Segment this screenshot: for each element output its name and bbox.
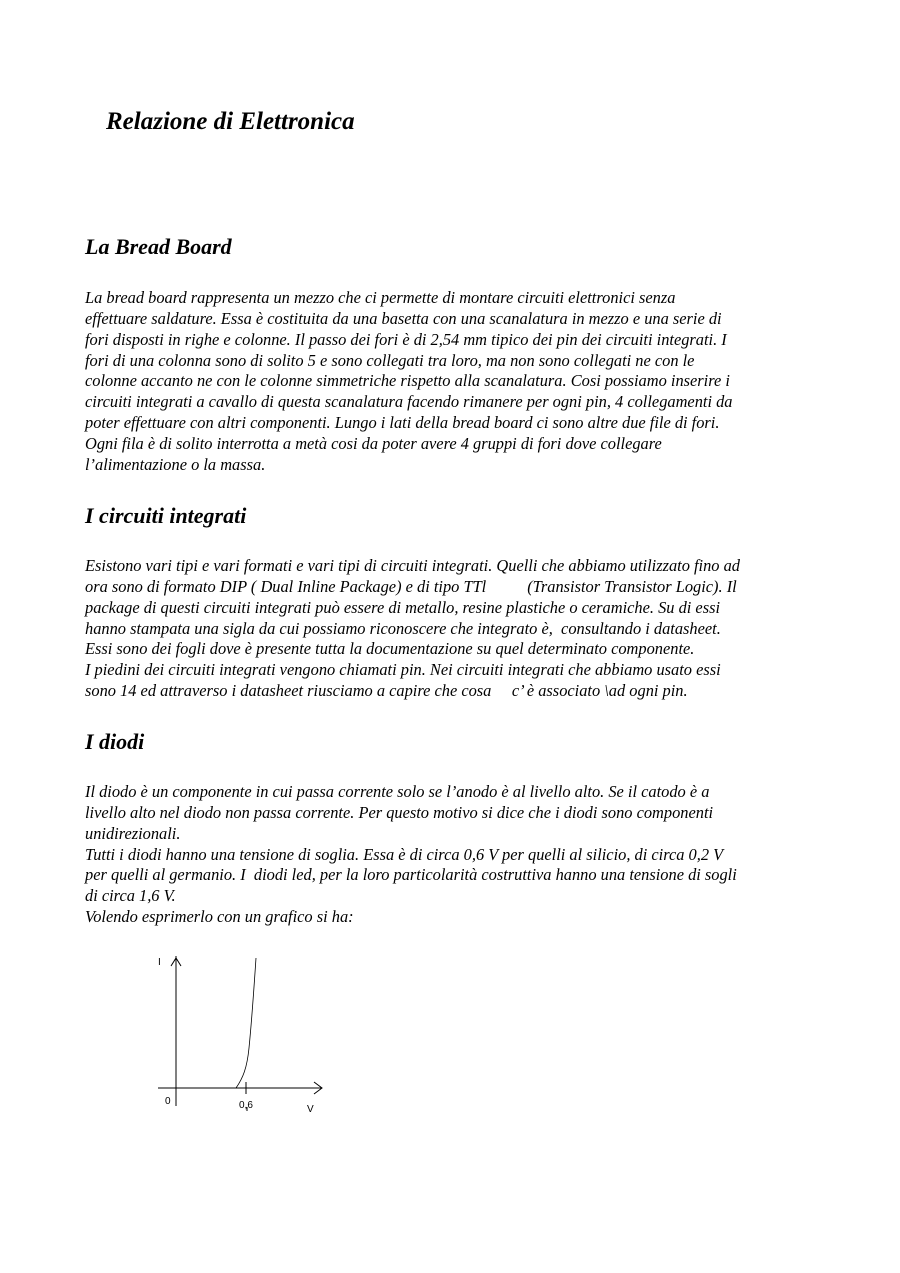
section-heading-diodi: I diodi	[85, 729, 145, 754]
paragraph-bread-board	[85, 288, 825, 476]
text-line: livello alto nel diodo non passa corrente. Per questo motivo si dice che i diodi sono componenti	[85, 802, 714, 822]
text-line: Esistono vari tipi e vari formati e vari tipi di circuiti integrati. Quelli che abbiamo utilizzato fino ad	[85, 556, 740, 575]
text-line: Essi sono dei fogli dove è presente tutta la documentazione su quel determinato componente.	[85, 639, 695, 659]
text-line: di circa 1,6 V.	[85, 886, 176, 906]
text-line: Ogni fila è di solito interrotta a metà cosi da poter avere 4 gruppi di fori dove collegare	[85, 433, 662, 453]
text-line: I piedini dei circuiti integrati vengono chiamati pin. Nei circuiti integrati che abbiamo usato essi	[85, 660, 721, 680]
text-line: l’alimentazione o la massa.	[85, 454, 266, 474]
text-line: colonne accanto ne con le colonne simmetriche rispetto alla scanalatura. Cosi possiamo inserire i	[85, 371, 730, 391]
y-axis-label: I	[158, 957, 161, 968]
paragraph-diodi	[85, 782, 825, 928]
text-line: Tutti i diodi hanno una tensione di soglia. Essa è di circa 0,6 V per quelli al silicio, di circa 0,2 V	[85, 844, 724, 864]
diode-curve	[236, 958, 256, 1088]
section-heading-circuiti-integrati: I circuiti integrati	[85, 503, 247, 528]
x-axis-label: V	[307, 1104, 314, 1115]
text-line: Il diodo è un componente in cui passa corrente solo se l’anodo è al livello alto. Se il catodo è a	[85, 782, 710, 801]
text-line: hanno stampata una sigla da cui possiamo riconoscere che integrato è, consultando i datasheet.	[85, 618, 721, 638]
text-line: poter effettuare con altri componenti. Lungo i lati della bread board ci sono altre due file di fori.	[85, 413, 720, 433]
document-title: Relazione di Elettronica	[106, 108, 355, 135]
threshold-label: 0,6	[239, 1100, 253, 1111]
text-line: La bread board rappresenta un mezzo che ci permette di montare circuiti elettronici senza	[85, 288, 676, 307]
paragraph-circuiti-integrati	[85, 556, 825, 702]
text-line: sono 14 ed attraverso i datasheet riusciamo a capire che cosa c’ è associato \ad ogni pin.	[85, 681, 688, 701]
text-line: package di questi circuiti integrati può essere di metallo, resine plastiche o ceramiche. Su di essi	[85, 597, 721, 617]
text-line: circuiti integrati a cavallo di questa scanalatura facendo rimanere per ogni pin, 4 collegamenti da	[85, 392, 733, 412]
text-line: unidirezionali.	[85, 823, 181, 843]
text-line: fori disposti in righe e colonne. Il passo dei fori è di 2,54 mm tipico dei pin dei circuiti integrati. I	[85, 329, 727, 349]
origin-label: 0	[165, 1096, 171, 1107]
text-line: effettuare saldature. Essa è costituita da una basetta con una scanalatura in mezzo e una serie di	[85, 308, 722, 328]
diode-characteristic-graph	[150, 948, 335, 1128]
text-line: per quelli al germanio. I diodi led, per la loro particolarità costruttiva hanno una tensione di sogli	[85, 865, 737, 885]
section-heading-bread-board: La Bread Board	[85, 234, 232, 259]
text-line: ora sono di formato DIP ( Dual Inline Package) e di tipo TTl (Transistor Transistor Logic). Il	[85, 576, 737, 596]
text-line: fori di una colonna sono di solito 5 e sono collegati tra loro, ma non sono collegati ne con le	[85, 350, 695, 370]
text-line: Volendo esprimerlo con un grafico si ha:	[85, 907, 354, 927]
